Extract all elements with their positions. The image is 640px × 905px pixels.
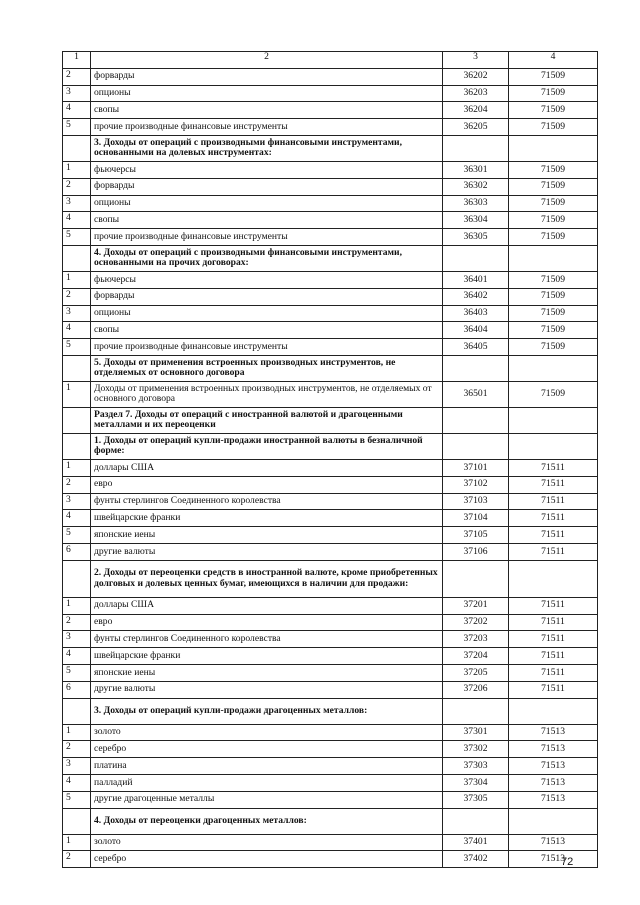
table-row (63, 648, 598, 665)
row-account-cell: 71511 (509, 597, 598, 614)
row-text-cell: 4. Доходы от операций с производными финансовыми инструментами, основанными на прочих договорах: (91, 245, 443, 271)
row-number-cell: 1 (63, 834, 91, 851)
table-row (63, 229, 598, 246)
table-row (63, 288, 598, 305)
row-account-cell: 71511 (509, 543, 598, 560)
row-account-cell: 71509 (509, 322, 598, 339)
row-code-cell (443, 560, 509, 597)
table-row (63, 102, 598, 119)
row-number-cell: 1 (63, 597, 91, 614)
row-account-cell: 71511 (509, 459, 598, 476)
row-number-cell: 3 (63, 85, 91, 102)
row-text-cell: швейцарские франки (91, 648, 443, 665)
row-text-cell: японские иены (91, 527, 443, 544)
table-row (63, 543, 598, 560)
row-code-cell: 37206 (443, 681, 509, 698)
row-number-cell: 4 (63, 510, 91, 527)
row-account-cell (509, 355, 598, 381)
row-account-cell: 71511 (509, 493, 598, 510)
table-row (63, 681, 598, 698)
row-code-cell (443, 245, 509, 271)
section-heading-row (63, 245, 598, 271)
row-text-cell: 2. Доходы от переоценки средств в иностранной валюте, кроме приобретенных долговых и долевых ценных бумаг, имеющихся в наличии для продажи: (91, 560, 443, 597)
row-account-cell: 71509 (509, 161, 598, 178)
row-account-cell (509, 245, 598, 271)
row-code-cell: 37104 (443, 510, 509, 527)
row-code-cell: 36501 (443, 381, 509, 407)
row-text-cell: другие валюты (91, 543, 443, 560)
row-text-cell: форварды (91, 68, 443, 85)
row-number-cell: 5 (63, 339, 91, 356)
row-account-cell (509, 135, 598, 161)
row-number-cell: 4 (63, 774, 91, 791)
row-text-cell: прочие производные финансовые инструменты (91, 339, 443, 356)
row-text-cell: Раздел 7. Доходы от операций с иностранной валютой и драгоценными металлами и их переоценки (91, 407, 443, 433)
row-number-cell: 1 (63, 381, 91, 407)
row-text-cell: опционы (91, 305, 443, 322)
document-table (62, 51, 598, 868)
row-code-cell: 36304 (443, 212, 509, 229)
row-code-cell: 36302 (443, 178, 509, 195)
row-account-cell: 71513 (509, 834, 598, 851)
row-text-cell: фьючерсы (91, 161, 443, 178)
section-heading-row (63, 698, 598, 724)
row-code-cell: 37202 (443, 614, 509, 631)
page-number: 72 (561, 856, 574, 868)
row-text-cell: другие валюты (91, 681, 443, 698)
row-text-cell: 3. Доходы от операций с производными финансовыми инструментами, основанными на долевых инструментах: (91, 135, 443, 161)
row-account-cell: 71509 (509, 229, 598, 246)
table-row (63, 161, 598, 178)
row-account-cell: 71509 (509, 305, 598, 322)
row-number-cell (63, 698, 91, 724)
row-text-cell: доллары США (91, 597, 443, 614)
row-text-cell: форварды (91, 288, 443, 305)
row-code-cell: 36204 (443, 102, 509, 119)
table-row (63, 476, 598, 493)
row-text-cell: прочие производные финансовые инструменты (91, 119, 443, 136)
table-row (63, 774, 598, 791)
row-code-cell: 37205 (443, 664, 509, 681)
row-text-cell: доллары США (91, 459, 443, 476)
row-account-cell: 71509 (509, 178, 598, 195)
row-number-cell: 3 (63, 493, 91, 510)
row-code-cell: 37301 (443, 724, 509, 741)
row-text-cell: фьючерсы (91, 271, 443, 288)
row-account-cell: 71511 (509, 681, 598, 698)
row-code-cell (443, 433, 509, 459)
row-code-cell: 36202 (443, 68, 509, 85)
row-account-cell: 71509 (509, 102, 598, 119)
row-number-cell: 2 (63, 476, 91, 493)
row-account-cell: 71511 (509, 664, 598, 681)
table-row (63, 834, 598, 851)
row-number-cell: 1 (63, 161, 91, 178)
row-number-cell: 3 (63, 631, 91, 648)
header-cell-3: 3 (443, 52, 509, 69)
section-heading-row (63, 560, 598, 597)
table-row (63, 791, 598, 808)
row-number-cell (63, 135, 91, 161)
row-code-cell: 37103 (443, 493, 509, 510)
row-account-cell: 71511 (509, 631, 598, 648)
row-account-cell: 71509 (509, 212, 598, 229)
table-row (63, 527, 598, 544)
row-code-cell: 37401 (443, 834, 509, 851)
row-text-cell: золото (91, 834, 443, 851)
row-code-cell: 37101 (443, 459, 509, 476)
row-account-cell (509, 560, 598, 597)
section-heading-row (63, 355, 598, 381)
row-text-cell: другие драгоценные металлы (91, 791, 443, 808)
row-number-cell (63, 560, 91, 597)
row-number-cell: 5 (63, 791, 91, 808)
row-number-cell: 2 (63, 614, 91, 631)
row-code-cell: 36301 (443, 161, 509, 178)
row-account-cell: 71509 (509, 288, 598, 305)
table-row (63, 68, 598, 85)
header-cell-2: 2 (91, 52, 443, 69)
row-number-cell: 2 (63, 178, 91, 195)
row-number-cell: 1 (63, 271, 91, 288)
header-cell-1: 1 (63, 52, 91, 69)
row-code-cell: 37402 (443, 851, 509, 868)
table-header-row (63, 52, 598, 69)
table-row (63, 664, 598, 681)
row-number-cell: 4 (63, 102, 91, 119)
row-number-cell (63, 245, 91, 271)
row-code-cell: 37102 (443, 476, 509, 493)
row-text-cell: форварды (91, 178, 443, 195)
table-row (63, 758, 598, 775)
row-account-cell: 71513 (509, 741, 598, 758)
section-heading-row (63, 433, 598, 459)
row-text-cell: 1. Доходы от операций купли-продажи иностранной валюты в безналичной форме: (91, 433, 443, 459)
row-text-cell: евро (91, 614, 443, 631)
row-code-cell: 36305 (443, 229, 509, 246)
row-account-cell (509, 698, 598, 724)
row-text-cell: золото (91, 724, 443, 741)
row-number-cell: 3 (63, 305, 91, 322)
row-number-cell: 2 (63, 68, 91, 85)
row-code-cell: 37203 (443, 631, 509, 648)
row-text-cell: свопы (91, 102, 443, 119)
row-account-cell: 71509 (509, 85, 598, 102)
row-code-cell: 37105 (443, 527, 509, 544)
row-account-cell: 71509 (509, 195, 598, 212)
row-text-cell: платина (91, 758, 443, 775)
row-account-cell: 71511 (509, 510, 598, 527)
row-account-cell: 71509 (509, 68, 598, 85)
row-text-cell: 5. Доходы от применения встроенных производных инструментов, не отделяемых от основного договора (91, 355, 443, 381)
row-text-cell: палладий (91, 774, 443, 791)
table-row (63, 322, 598, 339)
row-account-cell: 71513 (509, 791, 598, 808)
table-row (63, 493, 598, 510)
row-account-cell: 71513 (509, 758, 598, 775)
table-row (63, 381, 598, 407)
row-code-cell: 36405 (443, 339, 509, 356)
table-row (63, 119, 598, 136)
table-row (63, 851, 598, 868)
table-row (63, 597, 598, 614)
row-number-cell: 5 (63, 527, 91, 544)
row-account-cell: 71509 (509, 271, 598, 288)
row-code-cell (443, 808, 509, 834)
row-code-cell: 37204 (443, 648, 509, 665)
section-heading-row (63, 135, 598, 161)
row-text-cell: прочие производные финансовые инструменты (91, 229, 443, 246)
row-code-cell: 36404 (443, 322, 509, 339)
table-row (63, 510, 598, 527)
row-text-cell: опционы (91, 85, 443, 102)
table-row (63, 741, 598, 758)
row-number-cell: 5 (63, 229, 91, 246)
row-code-cell: 36203 (443, 85, 509, 102)
row-code-cell (443, 407, 509, 433)
row-number-cell: 2 (63, 288, 91, 305)
row-number-cell: 4 (63, 212, 91, 229)
row-account-cell (509, 433, 598, 459)
row-text-cell: фунты стерлингов Соединенного королевства (91, 631, 443, 648)
row-account-cell: 71511 (509, 527, 598, 544)
row-number-cell (63, 433, 91, 459)
row-account-cell: 71511 (509, 614, 598, 631)
row-code-cell (443, 135, 509, 161)
row-text-cell: фунты стерлингов Соединенного королевства (91, 493, 443, 510)
row-account-cell (509, 808, 598, 834)
row-number-cell: 4 (63, 322, 91, 339)
row-account-cell: 71509 (509, 119, 598, 136)
table-row (63, 724, 598, 741)
section-heading-row (63, 407, 598, 433)
row-number-cell (63, 808, 91, 834)
row-text-cell: серебро (91, 851, 443, 868)
table-row (63, 85, 598, 102)
row-account-cell: 71513 (509, 774, 598, 791)
table-row (63, 305, 598, 322)
row-number-cell (63, 407, 91, 433)
row-code-cell: 37302 (443, 741, 509, 758)
row-account-cell: 71509 (509, 339, 598, 356)
row-code-cell: 36205 (443, 119, 509, 136)
row-code-cell (443, 355, 509, 381)
row-number-cell: 5 (63, 119, 91, 136)
row-text-cell: швейцарские франки (91, 510, 443, 527)
row-code-cell: 37303 (443, 758, 509, 775)
table-row (63, 631, 598, 648)
row-number-cell: 1 (63, 459, 91, 476)
table-row (63, 195, 598, 212)
row-code-cell: 37305 (443, 791, 509, 808)
table-row (63, 178, 598, 195)
row-text-cell: 3. Доходы от операций купли-продажи драгоценных металлов: (91, 698, 443, 724)
row-number-cell: 3 (63, 195, 91, 212)
row-text-cell: 4. Доходы от переоценки драгоценных металлов: (91, 808, 443, 834)
row-text-cell: Доходы от применения встроенных производных инструментов, не отделяемых от основного договора (91, 381, 443, 407)
table-row (63, 614, 598, 631)
table-row (63, 339, 598, 356)
row-text-cell: свопы (91, 322, 443, 339)
row-code-cell: 36303 (443, 195, 509, 212)
row-code-cell: 37201 (443, 597, 509, 614)
row-code-cell: 37304 (443, 774, 509, 791)
row-number-cell: 3 (63, 758, 91, 775)
row-account-cell (509, 407, 598, 433)
table-body (63, 52, 598, 868)
row-text-cell: свопы (91, 212, 443, 229)
table-row (63, 212, 598, 229)
row-account-cell: 71513 (509, 851, 598, 868)
row-text-cell: опционы (91, 195, 443, 212)
row-number-cell (63, 355, 91, 381)
row-number-cell: 4 (63, 648, 91, 665)
header-cell-4: 4 (509, 52, 598, 69)
row-number-cell: 2 (63, 851, 91, 868)
row-text-cell: японские иены (91, 664, 443, 681)
row-text-cell: серебро (91, 741, 443, 758)
row-account-cell: 71511 (509, 648, 598, 665)
row-text-cell: евро (91, 476, 443, 493)
row-number-cell: 2 (63, 741, 91, 758)
row-number-cell: 5 (63, 664, 91, 681)
row-code-cell: 36402 (443, 288, 509, 305)
section-heading-row (63, 808, 598, 834)
row-number-cell: 6 (63, 681, 91, 698)
row-code-cell (443, 698, 509, 724)
row-account-cell: 71513 (509, 724, 598, 741)
row-code-cell: 36401 (443, 271, 509, 288)
row-code-cell: 37106 (443, 543, 509, 560)
row-code-cell: 36403 (443, 305, 509, 322)
table-row (63, 459, 598, 476)
row-account-cell: 71509 (509, 381, 598, 407)
row-number-cell: 6 (63, 543, 91, 560)
row-account-cell: 71511 (509, 476, 598, 493)
table-row (63, 271, 598, 288)
row-number-cell: 1 (63, 724, 91, 741)
